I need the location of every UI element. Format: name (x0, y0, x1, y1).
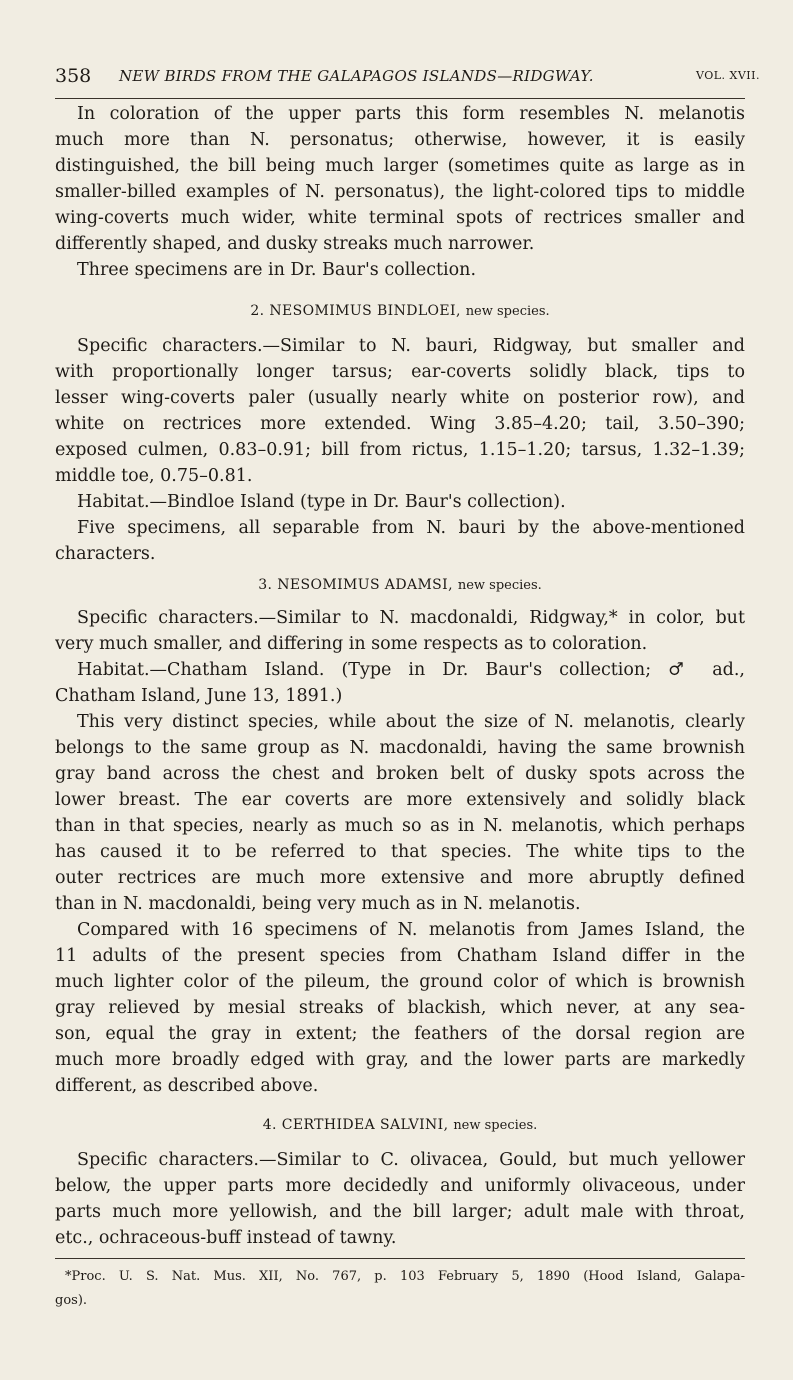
text-line: This very distinct species, while about the size of N. melanotis, clearly (77, 712, 745, 732)
text-line: son, equal the gray in extent; the feathers of the dorsal region are (55, 1024, 745, 1044)
text-line: lower breast. The ear coverts are more extensively and solidly black (55, 790, 745, 810)
footnote-line: gos). (55, 1293, 88, 1308)
text-line: gray relieved by mesial streaks of blackish, which never, at any sea- (55, 998, 745, 1018)
species-heading-suffix: new species. (453, 1118, 538, 1133)
text-line: belongs to the same group as N. macdonaldi, having the same brownish (55, 738, 745, 758)
species-heading-adamsi (55, 577, 745, 593)
text-line: Specific characters.—Similar to N. macdonaldi, Ridgway,* in color, but (77, 608, 745, 628)
running-title: NEW BIRDS FROM THE GALAPAGOS ISLANDS—RIDGWAY. (119, 67, 594, 85)
text-line: very much smaller, and differing in some respects as to coloration. (55, 634, 648, 654)
text-line: Compared with 16 specimens of N. melanotis from James Island, the (77, 920, 745, 940)
text-line: lesser wing-coverts paler (usually nearly white on posterior row), and (55, 388, 745, 408)
text-line: much more broadly edged with gray, and the lower parts are markedly (55, 1050, 745, 1070)
text-line: characters. (55, 544, 156, 564)
text-line: Five specimens, all separable from N. bauri by the above-mentioned (77, 518, 745, 538)
page-body (55, 101, 745, 1251)
text-line: Specific characters.—Similar to C. olivacea, Gould, but much yellower (77, 1150, 745, 1170)
text-line: 11 adults of the present species from Chatham Island differ in the (55, 946, 745, 966)
text-line: Chatham Island, June 13, 1891.) (55, 686, 343, 706)
text-line: outer rectrices are much more extensive and more abruptly defined (55, 868, 745, 888)
text-line: Habitat.—Chatham Island. (Type in Dr. Baur's collection; ♂ ad., (77, 660, 745, 680)
text-line: than in N. macdonaldi, being very much as in N. melanotis. (55, 894, 581, 914)
text-line: smaller-billed examples of N. personatus), the light-colored tips to middle (55, 182, 745, 202)
text-line: distinguished, the bill being much larger (sometimes quite as large as in (55, 156, 745, 176)
page-number: 358 (55, 65, 92, 87)
species-heading-text: 2. NESOMIMUS BINDLOEI, (250, 303, 461, 319)
volume-label: VOL. XVII. (695, 69, 760, 82)
text-line: Habitat.—Bindloe Island (type in Dr. Baur's collection). (77, 492, 566, 512)
species-heading-text: 4. CERTHIDEA SALVINI, (262, 1117, 449, 1133)
text-line: different, as described above. (55, 1076, 319, 1096)
species-heading-salvini (55, 1117, 745, 1133)
running-header (55, 62, 760, 90)
species-heading-suffix: new species. (465, 304, 550, 319)
species-heading-bindloei (55, 303, 745, 319)
text-line: In coloration of the upper parts this form resembles N. melanotis (77, 104, 745, 124)
text-line: middle toe, 0.75–0.81. (55, 466, 253, 486)
header-rule (55, 98, 745, 99)
text-line: white on rectrices more extended. Wing 3.85–4.20; tail, 3.50–390; (55, 414, 745, 434)
text-line: parts much more yellowish, and the bill larger; adult male with throat, (55, 1202, 745, 1222)
text-line: much more than N. personatus; otherwise, however, it is easily (55, 130, 745, 150)
text-line: gray band across the chest and broken belt of dusky spots across the (55, 764, 745, 784)
footnote (55, 1265, 745, 1313)
text-line: differently shaped, and dusky streaks much narrower. (55, 234, 535, 254)
species-heading-suffix: new species. (457, 578, 542, 593)
footnote-rule (55, 1258, 745, 1259)
text-line: exposed culmen, 0.83–0.91; bill from rictus, 1.15–1.20; tarsus, 1.32–1.39; (55, 440, 745, 460)
text-line: below, the upper parts more decidedly and uniformly olivaceous, under (55, 1176, 745, 1196)
footnote-line: *Proc. U. S. Nat. Mus. XII, No. 767, p. 103 February 5, 1890 (Hood Island, Galapa- (65, 1269, 745, 1284)
text-line: Specific characters.—Similar to N. bauri, Ridgway, but smaller and (77, 336, 745, 356)
species-heading-text: 3. NESOMIMUS ADAMSI, (258, 577, 453, 593)
text-line: has caused it to be referred to that species. The white tips to the (55, 842, 745, 862)
text-line: etc., ochraceous-buff instead of tawny. (55, 1228, 397, 1248)
text-line: Three specimens are in Dr. Baur's collection. (77, 260, 477, 280)
text-line: with proportionally longer tarsus; ear-coverts solidly black, tips to (55, 362, 745, 382)
text-line: much lighter color of the pileum, the ground color of which is brownish (55, 972, 745, 992)
text-line: wing-coverts much wider, white terminal spots of rectrices smaller and (55, 208, 745, 228)
text-line: than in that species, nearly as much so as in N. melanotis, which perhaps (55, 816, 745, 836)
